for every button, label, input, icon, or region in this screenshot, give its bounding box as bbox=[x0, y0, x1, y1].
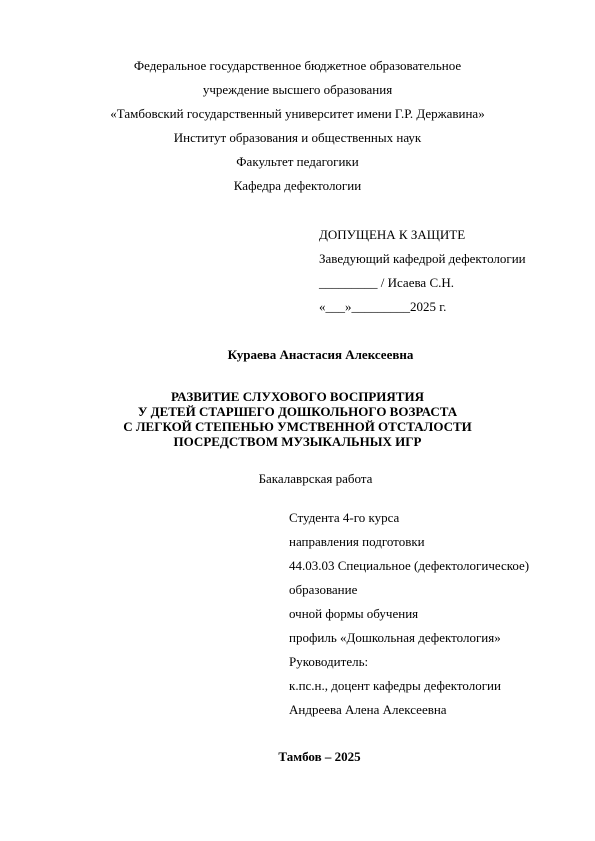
institution-line-4: Институт образования и общественных наук bbox=[173, 130, 422, 145]
student-line-6: профиль «Дошкольная дефектология» bbox=[289, 630, 501, 645]
institution-line-1: Федеральное государственное бюджетное образовательное bbox=[133, 58, 462, 73]
student-line-4: образование bbox=[289, 582, 358, 597]
title-line-4: ПОСРЕДСТВОМ МУЗЫКАЛЬНЫХ ИГР bbox=[173, 434, 422, 449]
approval-signature: _________ / Исаева С.Н. bbox=[319, 275, 455, 290]
student-line-7: Руководитель: bbox=[289, 654, 369, 669]
student-line-3: 44.03.03 Специальное (дефектологическое) bbox=[289, 558, 530, 573]
work-type: Бакалаврская работа bbox=[258, 471, 373, 486]
student-line-1: Студента 4-го курса bbox=[289, 510, 400, 525]
approval-date: «___»_________2025 г. bbox=[319, 299, 447, 314]
title-line-2: У ДЕТЕЙ СТАРШЕГО ДОШКОЛЬНОГО ВОЗРАСТА bbox=[137, 404, 458, 419]
approval-heading: ДОПУЩЕНА К ЗАЩИТЕ bbox=[319, 227, 466, 242]
institution-line-6: Кафедра дефектологии bbox=[233, 178, 362, 193]
student-line-9: Андреева Алена Алексеевна bbox=[289, 702, 447, 717]
institution-line-5: Факультет педагогики bbox=[236, 154, 359, 169]
student-line-8: к.пс.н., доцент кафедры дефектологии bbox=[289, 678, 501, 693]
author-name: Кураева Анастасия Алексеевна bbox=[227, 347, 414, 362]
title-line-1: РАЗВИТИЕ СЛУХОВОГО ВОСПРИЯТИЯ bbox=[171, 389, 424, 404]
student-line-2: направления подготовки bbox=[289, 534, 425, 549]
student-line-5: очной формы обучения bbox=[289, 606, 419, 621]
title-line-3: С ЛЕГКОЙ СТЕПЕНЬЮ УМСТВЕННОЙ ОТСТАЛОСТИ bbox=[123, 419, 472, 434]
city-year: Тамбов – 2025 bbox=[278, 749, 361, 764]
institution-line-3: «Тамбовский государственный университет имени Г.Р. Державина» bbox=[110, 106, 485, 121]
institution-line-2: учреждение высшего образования bbox=[202, 82, 393, 97]
approval-position: Заведующий кафедрой дефектологии bbox=[319, 251, 526, 266]
